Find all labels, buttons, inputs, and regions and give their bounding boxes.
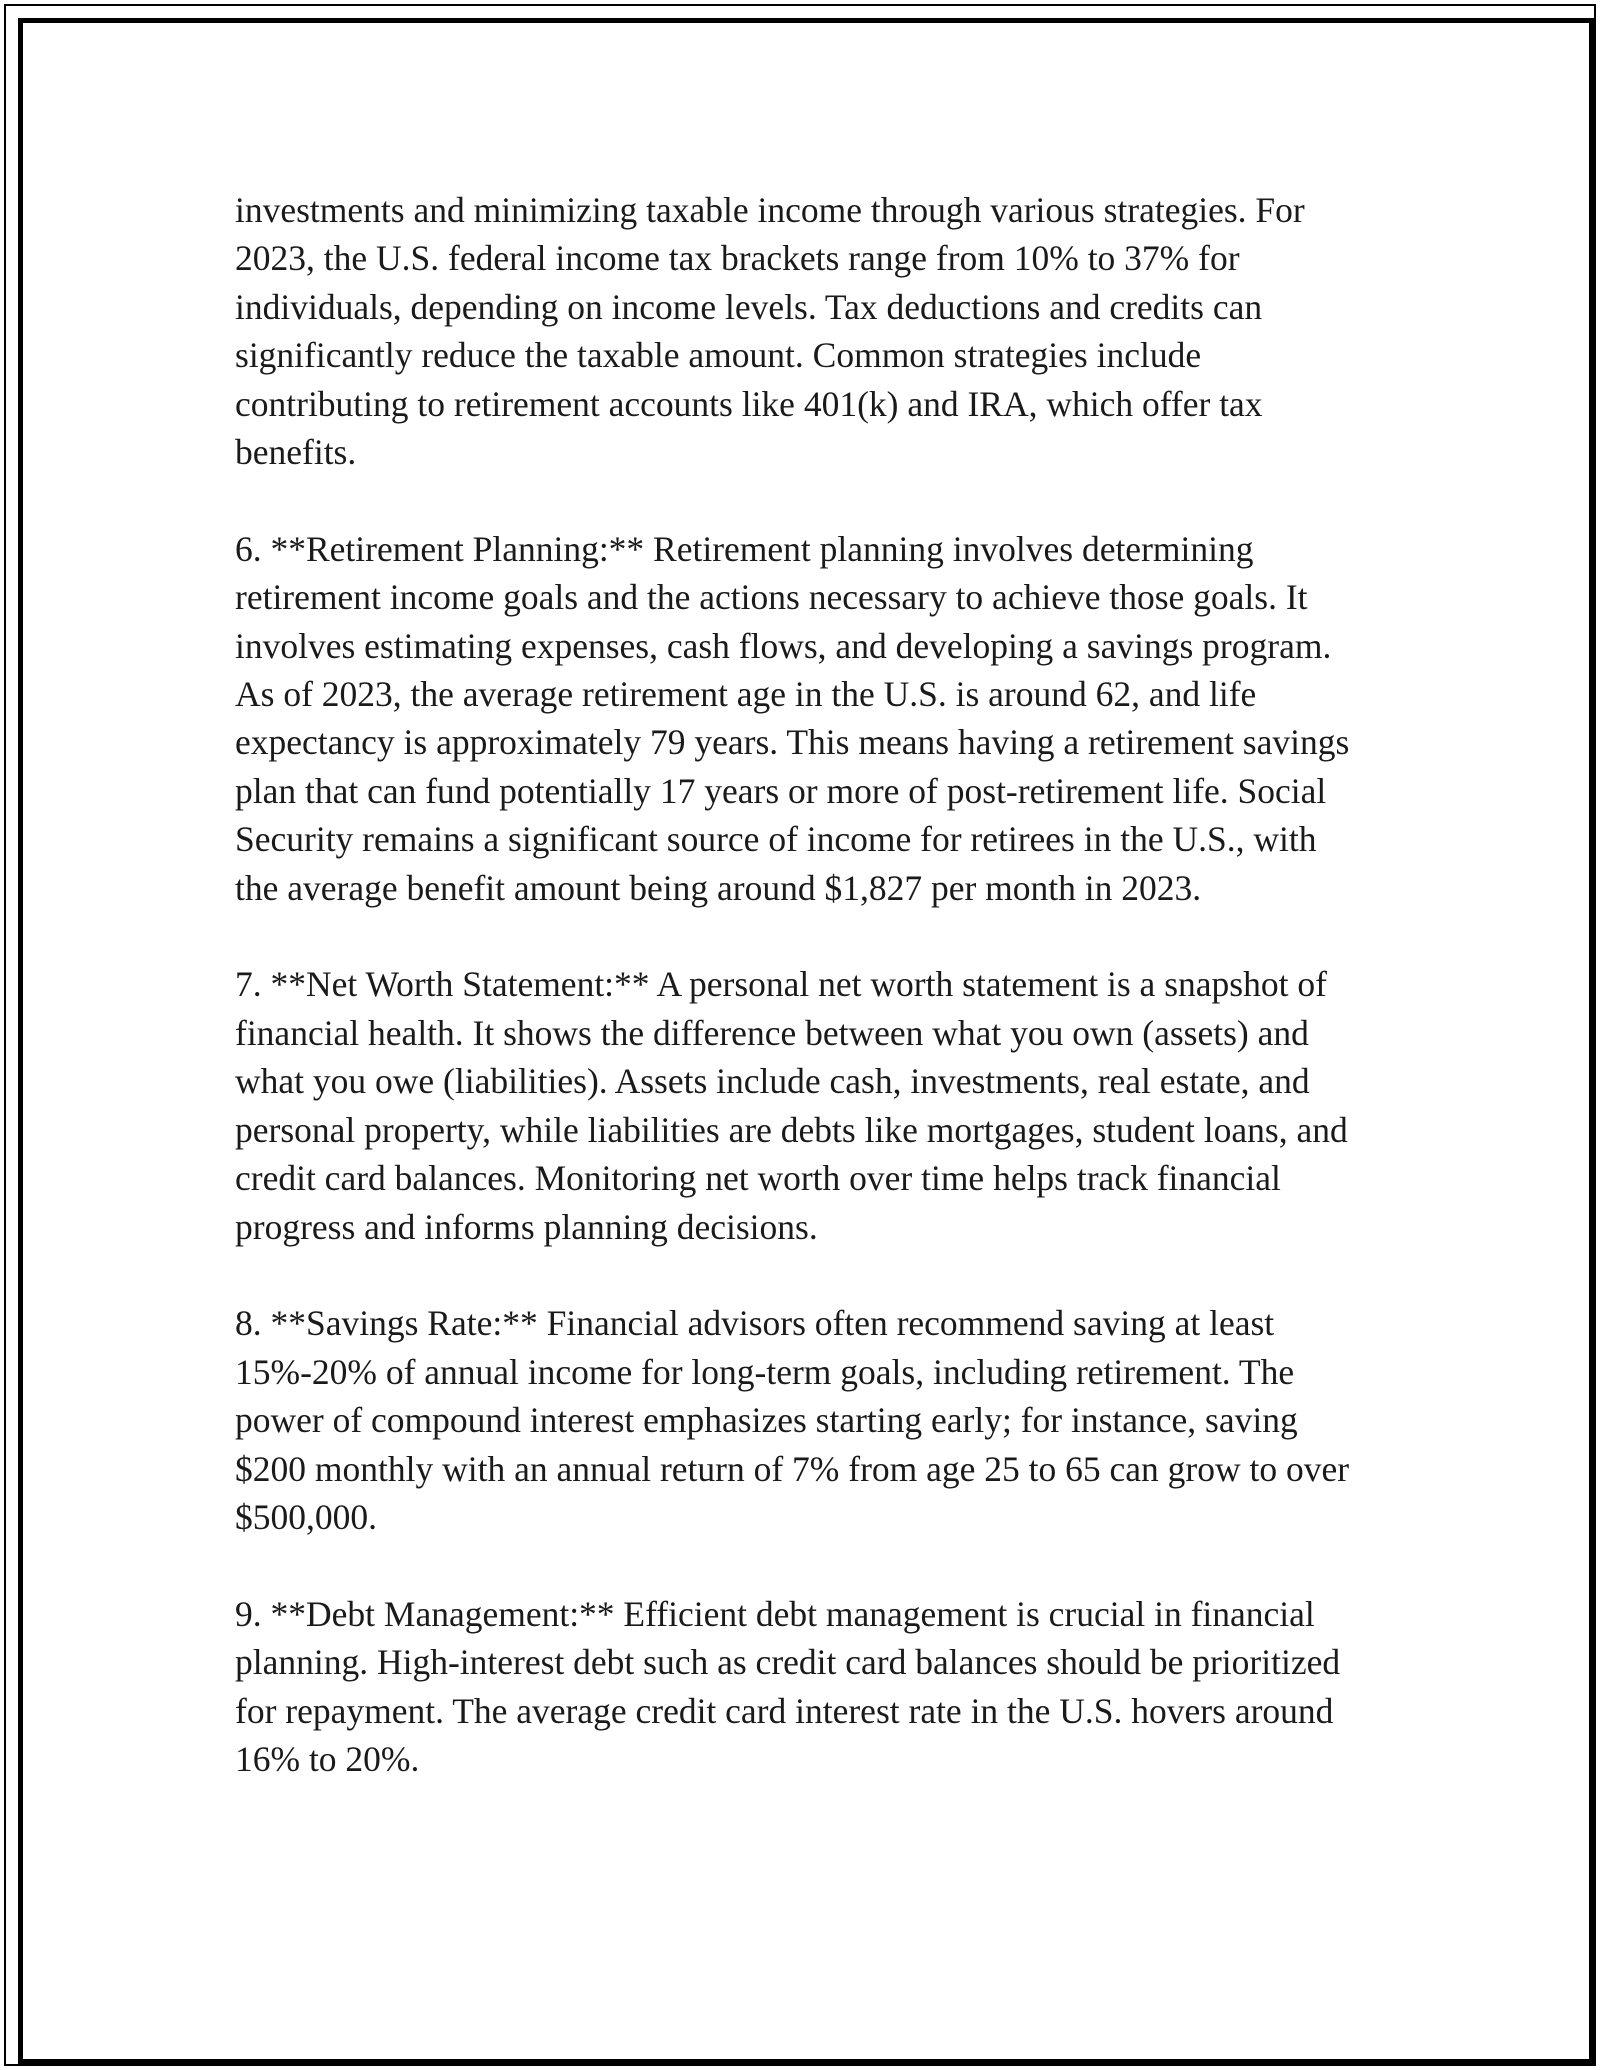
paragraph-debt-management: 9. **Debt Management:** Efficient debt management is crucial in financial planning. High-interest debt such as credit card balances should be prioritized for repayment. The average credit card interest rate in the U.S. hovers around 16% to 20%. xyxy=(235,1593,1341,1779)
paragraph-tax-planning-continued: investments and minimizing taxable income through various strategies. For 2023, the U.S. federal income tax brackets range from 10% to 37% for individuals, depending on income levels. Tax deductions and credits can significantly reduce the taxable amount. Common strategies include contributing to retirement accounts like 401(k) and IRA, which offer tax benefits. xyxy=(235,190,1305,473)
paragraph-net-worth-statement: 7. **Net Worth Statement:** A personal net worth statement is a snapshot of financial health. It shows the difference between what you own (assets) and what you owe (liabilities). Assets include cash, investments, real estate, and personal property, while liabilities are debts like mortgages, student loans, and credit card balances. Monitoring net worth over time helps track financial progress and informs planning decisions. xyxy=(235,964,1348,1247)
paragraph-savings-rate: 8. **Savings Rate:** Financial advisors often recommend saving at least 15%-20% of annual income for long-term goals, including retirement. The power of compound interest emphasizes starting early; for instance, saving $200 monthly with an annual return of 7% from age 25 to 65 can grow to over $500,000. xyxy=(235,1303,1350,1537)
paragraph-retirement-planning: 6. **Retirement Planning:** Retirement planning involves determining retirement income goals and the actions necessary to achieve those goals. It involves estimating expenses, cash flows, and developing a savings program. As of 2023, the average retirement age in the U.S. is around 62, and life expectancy is approximately 79 years. This means having a retirement savings plan that can fund potentially 17 years or more of post-retirement life. Social Security remains a significant source of income for retirees in the U.S., with the average benefit amount being around $1,827 per month in 2023. xyxy=(235,528,1350,908)
document-body xyxy=(235,186,1365,1832)
